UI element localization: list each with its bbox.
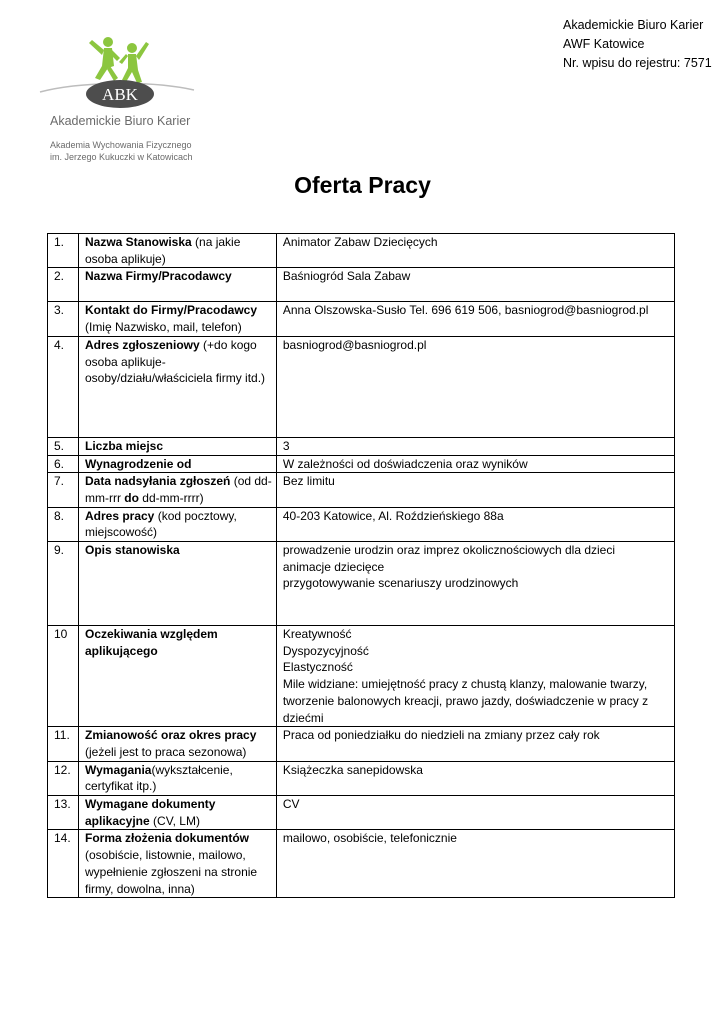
field-label	[78, 473, 276, 507]
table-row	[48, 437, 675, 455]
field-label-bold: Nazwa Stanowiska	[84, 235, 192, 249]
field-value-line: animacje dziecięce	[282, 559, 385, 574]
field-value	[276, 455, 674, 473]
field-value	[276, 473, 674, 507]
field-value-line: prowadzenie urodzin oraz imprez okolicznościowych dla dzieci	[282, 543, 615, 558]
table-row	[48, 727, 675, 761]
field-label-bold: Nazwa Firmy/Pracodawcy	[84, 269, 232, 284]
job-offer-table	[47, 233, 675, 898]
field-value-line: Elastyczność	[282, 660, 353, 675]
field-value-line: basniogrod@basniogrod.pl	[282, 337, 427, 352]
field-label	[78, 727, 276, 761]
field-label-bold: Adres zgłoszeniowy	[84, 337, 200, 352]
field-value	[276, 234, 674, 268]
field-value-line: 3	[282, 438, 290, 453]
org-line: Nr. wpisu do rejestru: 7571	[563, 56, 712, 70]
field-value-line: 40-203 Katowice, Al. Roździeńskiego 88a	[282, 508, 504, 523]
field-value	[276, 507, 674, 541]
table-row	[48, 473, 675, 507]
field-label-note: (na jakie osoba aplikuje)	[84, 235, 241, 266]
field-label	[78, 796, 276, 830]
field-label-note: (jeżeli jest to praca sezonowa)	[84, 744, 247, 759]
field-label	[78, 830, 276, 898]
page-title: Oferta Pracy	[294, 172, 431, 198]
field-value	[276, 626, 674, 727]
field-value	[276, 761, 674, 795]
field-label	[78, 437, 276, 455]
field-value	[276, 796, 674, 830]
field-label-note: (od dd-mm-rrr	[84, 474, 272, 505]
field-value	[276, 542, 674, 626]
abk-logo	[38, 28, 198, 163]
row-number: 4.	[48, 336, 79, 437]
row-number: 12.	[48, 761, 79, 795]
field-value-line: Mile widziane: umiejętność pracy z chustą klanzy, malowanie twarzy, tworzenie balonowych kreacji, prawo jazdy, doświadczenie w pracy z dziećmi	[282, 677, 649, 725]
org-line: Akademickie Biuro Karier	[563, 18, 704, 32]
table-row	[48, 234, 675, 268]
field-label-bold: Zmianowość oraz okres pracy	[84, 728, 257, 743]
field-value-line: Bez limitu	[282, 474, 335, 489]
field-label	[78, 336, 276, 437]
field-label	[78, 761, 276, 795]
field-value	[276, 336, 674, 437]
field-value	[276, 268, 674, 302]
row-number: 10	[48, 626, 79, 727]
field-value	[276, 437, 674, 455]
field-value-line: Dyspozycyjność	[282, 643, 369, 658]
row-number: 3.	[48, 302, 79, 336]
field-label	[78, 234, 276, 268]
field-value-line: Kreatywność	[282, 627, 352, 642]
field-label	[78, 302, 276, 336]
field-label-bold: Forma złożenia dokumentów	[84, 831, 249, 846]
field-label-note: dd-mm-rrrr)	[138, 490, 204, 505]
logo-academy-line: im. Jerzego Kukuczki w Katowicach	[50, 152, 193, 162]
table-row	[48, 796, 675, 830]
field-value-line: Baśniogród Sala Zabaw	[282, 269, 411, 284]
field-value-line: CV	[282, 797, 300, 812]
row-number: 6.	[48, 455, 79, 473]
table-row	[48, 455, 675, 473]
row-number: 5.	[48, 437, 79, 455]
table-row	[48, 830, 675, 898]
logo-figure-left	[89, 37, 120, 81]
logo-brand-name: Akademickie Biuro Karier	[50, 114, 191, 128]
row-number: 2.	[48, 268, 79, 302]
field-value	[276, 830, 674, 898]
logo-badge-text: ABK	[102, 85, 138, 104]
field-label	[78, 626, 276, 727]
field-label-note: (Imię Nazwisko, mail, telefon)	[84, 320, 242, 335]
field-label-note: (kod pocztowy, miejscowość)	[84, 508, 237, 540]
table-row	[48, 302, 675, 336]
field-label-bold: Kontakt do Firmy/Pracodawcy	[84, 303, 258, 318]
table-row	[48, 336, 675, 437]
field-value-line: Książeczka sanepidowska	[282, 762, 423, 777]
field-value-line: Animator Zabaw Dziecięcych	[282, 235, 438, 249]
field-label-bold: do	[124, 490, 139, 505]
field-value-line: Anna Olszowska-Susło Tel. 696 619 506, basniogrod@basniogrod.pl	[282, 303, 649, 318]
table-row	[48, 761, 675, 795]
table-row	[48, 507, 675, 541]
field-label	[78, 542, 276, 626]
field-label-note: (osobiście, listownie, mailowo, wypełnienie zgłoszeni na stronie firmy, dowolna, inna)	[84, 848, 258, 896]
table-row	[48, 542, 675, 626]
table-row	[48, 626, 675, 727]
table-row	[48, 268, 675, 302]
field-value	[276, 302, 674, 336]
field-value-line: mailowo, osobiście, telefonicznie	[282, 831, 457, 846]
field-label-bold: Data nadsyłania zgłoszeń	[84, 474, 231, 489]
field-label-note: (CV, LM)	[149, 813, 200, 828]
field-label-bold: Adres pracy	[84, 508, 155, 523]
row-number: 13.	[48, 796, 79, 830]
field-value-line: przygotowywanie scenariuszy urodzinowych	[282, 576, 519, 591]
row-number: 1.	[48, 234, 79, 268]
field-label	[78, 455, 276, 473]
field-label-bold: Wymagane dokumenty aplikacyjne	[84, 797, 216, 828]
field-label-bold: Opis stanowiska	[84, 543, 180, 558]
organization-header	[563, 16, 712, 73]
row-number: 7.	[48, 473, 79, 507]
field-label-bold: Wynagrodzenie od	[84, 456, 192, 471]
logo-figure-right	[119, 42, 149, 83]
row-number: 8.	[48, 507, 79, 541]
row-number: 11.	[48, 727, 79, 761]
abk-logo-graphic	[38, 28, 198, 112]
field-label-note: (wykształcenie, certyfikat itp.)	[84, 762, 233, 794]
field-label-bold: Oczekiwania względem aplikującego	[84, 627, 218, 658]
row-number: 9.	[48, 542, 79, 626]
field-label	[78, 268, 276, 302]
field-label-bold: Wymagania	[84, 762, 152, 777]
field-label-note: (+do kogo osoba aplikuje- osoby/działu/właściciela firmy itd.)	[84, 337, 266, 386]
logo-academy-line: Akademia Wychowania Fizycznego	[50, 140, 192, 150]
field-value-line: W zależności od doświadczenia oraz wyników	[282, 456, 528, 471]
field-label	[78, 507, 276, 541]
field-value-line: Praca od poniedziałku do niedzieli na zmiany przez cały rok	[282, 728, 600, 743]
field-value	[276, 727, 674, 761]
org-line: AWF Katowice	[563, 37, 645, 51]
field-label-bold: Liczba miejsc	[84, 438, 164, 453]
row-number: 14.	[48, 830, 79, 898]
